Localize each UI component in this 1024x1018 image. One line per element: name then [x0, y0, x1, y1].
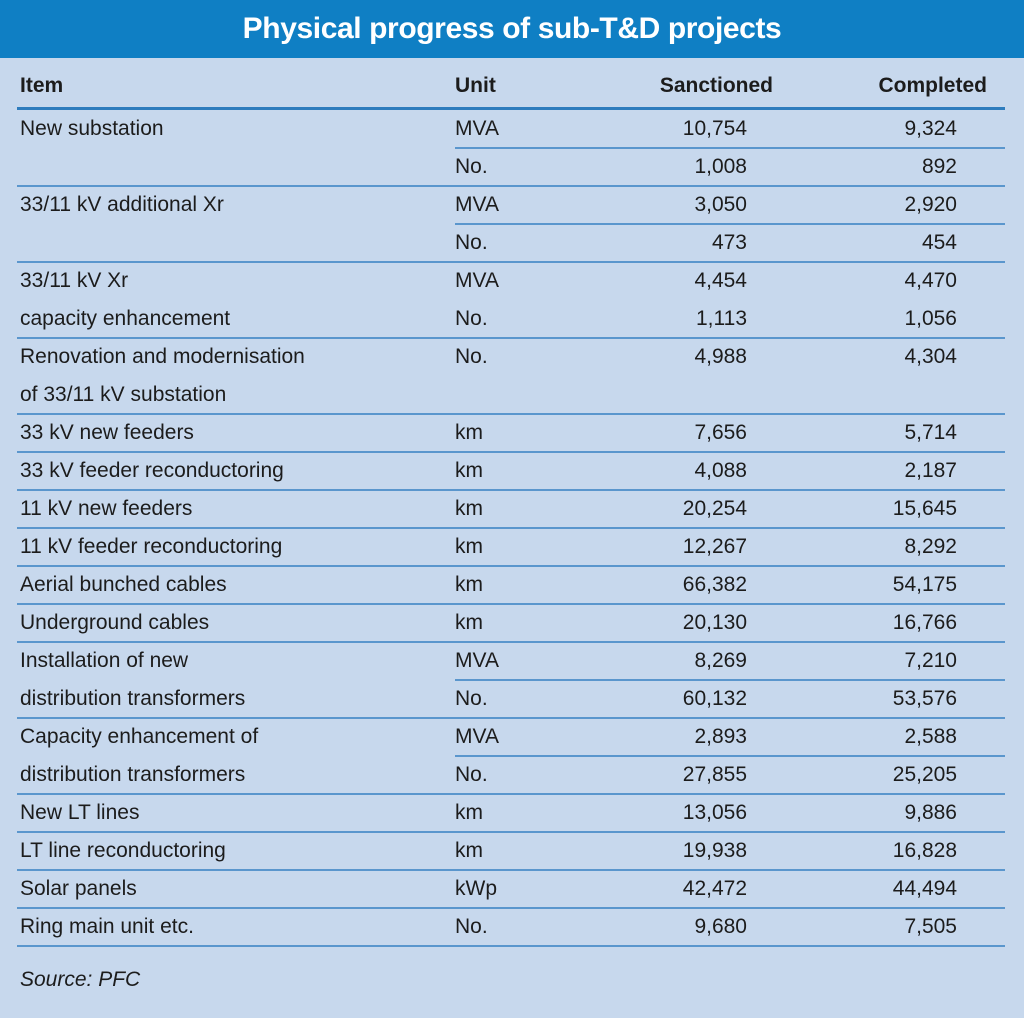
- item-cell: Underground cables: [20, 611, 210, 634]
- unit-cell: km: [455, 573, 483, 596]
- unit-cell: No.: [455, 687, 488, 710]
- table-row: [17, 680, 1005, 718]
- completed-cell: 54,175: [892, 573, 957, 596]
- completed-cell: 16,766: [892, 611, 957, 634]
- unit-cell: No.: [455, 345, 488, 368]
- completed-cell: 16,828: [892, 839, 957, 862]
- sanctioned-cell: 7,656: [694, 421, 747, 444]
- sanctioned-cell: 42,472: [682, 877, 747, 900]
- item-cell: Renovation and modernisation: [20, 345, 305, 368]
- figure-title: Physical progress of sub-T&D projects: [0, 0, 1024, 58]
- unit-cell: No.: [455, 915, 488, 938]
- table-body: [17, 110, 1005, 946]
- table-row: [17, 794, 1005, 832]
- completed-cell: 7,210: [904, 649, 957, 672]
- table-row: [17, 148, 1005, 186]
- sanctioned-cell: 19,938: [682, 839, 747, 862]
- item-cell: Aerial bunched cables: [20, 573, 227, 596]
- unit-cell: MVA: [455, 725, 499, 748]
- sanctioned-cell: 27,855: [682, 763, 747, 786]
- item-cell: New substation: [20, 117, 164, 140]
- completed-cell: 9,324: [904, 117, 957, 140]
- completed-cell: 9,886: [904, 801, 957, 824]
- completed-cell: 4,304: [904, 345, 957, 368]
- unit-cell: km: [455, 611, 483, 634]
- item-cell: 33/11 kV additional Xr: [20, 193, 224, 216]
- unit-cell: No.: [455, 307, 488, 330]
- completed-cell: 53,576: [892, 687, 957, 710]
- completed-cell: 2,920: [904, 193, 957, 216]
- completed-cell: 2,588: [904, 725, 957, 748]
- table-row: [17, 604, 1005, 642]
- table-row: [17, 756, 1005, 794]
- item-cell: 33/11 kV Xr: [20, 269, 129, 292]
- table-row: [17, 490, 1005, 528]
- completed-cell: 5,714: [904, 421, 957, 444]
- table-row: [17, 908, 1005, 946]
- completed-cell: 8,292: [904, 535, 957, 558]
- item-cell: 11 kV new feeders: [20, 497, 193, 520]
- table-row: [17, 110, 1005, 148]
- unit-cell: km: [455, 801, 483, 824]
- sanctioned-cell: 12,267: [682, 535, 747, 558]
- table-content: [17, 58, 1005, 1014]
- table-row: [17, 528, 1005, 566]
- header-cell-sanctioned: Sanctioned: [659, 74, 773, 97]
- item-cell: Installation of new: [20, 649, 189, 672]
- unit-cell: MVA: [455, 193, 499, 216]
- header-cell-completed: Completed: [878, 74, 987, 97]
- table-row: [17, 338, 1005, 376]
- completed-cell: 892: [921, 155, 957, 178]
- unit-cell: kWp: [455, 877, 497, 900]
- item-cell: 33 kV feeder reconductoring: [20, 459, 284, 482]
- table-header: [17, 58, 1005, 110]
- completed-cell: 15,645: [892, 497, 957, 520]
- table-row: [17, 642, 1005, 680]
- item-cell: Capacity enhancement of: [20, 725, 259, 748]
- sanctioned-cell: 60,132: [682, 687, 747, 710]
- item-cell: capacity enhancement: [20, 307, 231, 330]
- item-cell: 11 kV feeder reconductoring: [20, 535, 283, 558]
- header-cell-item: Item: [20, 74, 64, 97]
- item-cell: New LT lines: [20, 801, 140, 824]
- table-row: [17, 262, 1005, 300]
- table-row: [17, 832, 1005, 870]
- unit-cell: No.: [455, 763, 488, 786]
- table-row: [17, 414, 1005, 452]
- table-row: [17, 718, 1005, 756]
- unit-cell: km: [455, 497, 483, 520]
- completed-cell: 454: [921, 231, 957, 254]
- completed-cell: 1,056: [904, 307, 957, 330]
- table-row: [17, 376, 1005, 414]
- sanctioned-cell: 4,454: [694, 269, 747, 292]
- row-separator: [17, 945, 1005, 947]
- item-cell: distribution transformers: [20, 763, 246, 786]
- sanctioned-cell: 4,088: [694, 459, 747, 482]
- header-cell-unit: Unit: [455, 74, 496, 97]
- table-row: [17, 186, 1005, 224]
- unit-cell: No.: [455, 155, 488, 178]
- unit-cell: km: [455, 459, 483, 482]
- table-row: [17, 452, 1005, 490]
- item-cell: 33 kV new feeders: [20, 421, 194, 444]
- unit-cell: MVA: [455, 117, 499, 140]
- sanctioned-cell: 9,680: [694, 915, 747, 938]
- sanctioned-cell: 3,050: [694, 193, 747, 216]
- item-cell: LT line reconductoring: [20, 839, 226, 862]
- completed-cell: 7,505: [904, 915, 957, 938]
- unit-cell: km: [455, 421, 483, 444]
- table-row: [17, 566, 1005, 604]
- table-row: [17, 870, 1005, 908]
- completed-cell: 4,470: [904, 269, 957, 292]
- sanctioned-cell: 2,893: [694, 725, 747, 748]
- unit-cell: No.: [455, 231, 488, 254]
- sanctioned-cell: 1,008: [694, 155, 747, 178]
- unit-cell: MVA: [455, 269, 499, 292]
- sanctioned-cell: 8,269: [694, 649, 747, 672]
- unit-cell: km: [455, 839, 483, 862]
- sanctioned-cell: 4,988: [694, 345, 747, 368]
- table-row: [17, 224, 1005, 262]
- completed-cell: 44,494: [892, 877, 957, 900]
- unit-cell: km: [455, 535, 483, 558]
- sanctioned-cell: 473: [711, 231, 747, 254]
- completed-cell: 25,205: [892, 763, 957, 786]
- completed-cell: 2,187: [904, 459, 957, 482]
- item-cell: distribution transformers: [20, 687, 246, 710]
- unit-cell: MVA: [455, 649, 499, 672]
- sanctioned-cell: 20,254: [682, 497, 747, 520]
- item-cell: Ring main unit etc.: [20, 915, 194, 938]
- sanctioned-cell: 13,056: [682, 801, 747, 824]
- item-cell: Solar panels: [20, 877, 137, 900]
- sanctioned-cell: 1,113: [696, 307, 747, 330]
- item-cell: of 33/11 kV substation: [20, 383, 227, 406]
- sanctioned-cell: 66,382: [682, 573, 747, 596]
- sanctioned-cell: 10,754: [682, 117, 747, 140]
- source-note: Source: PFC: [20, 968, 141, 991]
- sanctioned-cell: 20,130: [682, 611, 747, 634]
- table-row: [17, 300, 1005, 338]
